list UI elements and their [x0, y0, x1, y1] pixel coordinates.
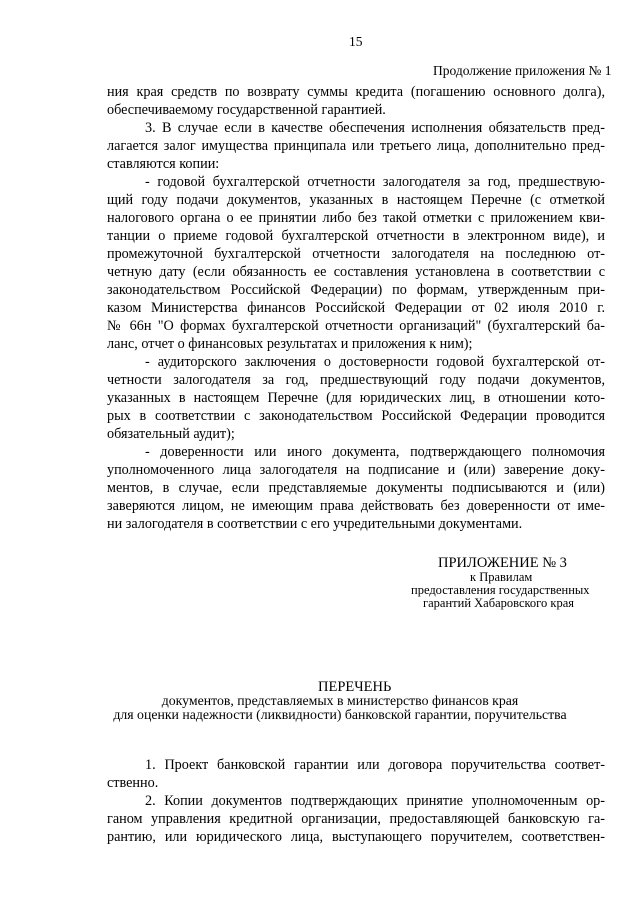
body-line: промежуточной бухгалтерской отчетности залогодателя на последнюю от-	[107, 246, 605, 262]
body-line: - доверенности или иного документа, подтверждающего полномочия	[145, 444, 605, 460]
list-item-line: рантию, или юридического лица, выступающего поручителем, соответствен-	[107, 829, 605, 845]
appendix-title: ПРИЛОЖЕНИЕ № 3	[438, 555, 567, 571]
body-line: обеспечиваемому государственной гарантией.	[107, 102, 386, 118]
list-item-line: ганом управления кредитной организации, предоставляющей банковскую га-	[107, 811, 605, 827]
body-line: ментов, в случае, если представляемые документы подписываются и (или)	[107, 480, 605, 496]
body-line: налогового органа о ее принятии либо без такой отметки с приложением кви-	[107, 210, 605, 226]
body-line: - годовой бухгалтерской отчетности залогодателя за год, предшествую-	[145, 174, 605, 190]
body-line: ни залогодателя в соответствии с его учредительными документами.	[107, 516, 523, 532]
page-number: 15	[349, 34, 363, 49]
list-subtitle: для оценки надежности (ликвидности) банковской гарантии, поручительства	[113, 707, 567, 722]
body-line: танции о приеме годовой бухгалтерской отчетности в электронном виде), и	[107, 228, 605, 244]
body-line: заверяются лицом, не имеющим права действовать без доверенности от име-	[107, 498, 605, 514]
body-line: лагается залог имущества принципала или третьего лица, дополнительно пред-	[107, 138, 605, 154]
continuation-note: Продолжение приложения № 1	[433, 63, 612, 78]
list-title: ПЕРЕЧЕНЬ	[318, 679, 392, 695]
body-line: ланс, отчет о финансовых результатах и приложения к ним);	[107, 336, 473, 352]
appendix-subtitle: предоставления государственных	[411, 583, 590, 597]
list-subtitle: документов, представляемых в министерство финансов края	[161, 693, 519, 708]
body-line: казом Министерства финансов Российской Федерации от 02 июля 2010 г.	[107, 300, 605, 316]
body-line: четности залогодателя за год, предшествующий году подачи документов,	[107, 372, 605, 388]
body-line: ния края средств по возврату суммы кредита (погашению основного долга),	[107, 84, 605, 100]
body-line: щий году подачи документов, указанных в настоящем Перечне (с отметкой	[107, 192, 605, 208]
body-line: № 66н "О формах бухгалтерской отчетности организаций" (бухгалтерский ба-	[107, 318, 605, 334]
body-line: обязательный аудит);	[107, 426, 235, 442]
list-item-line: 2. Копии документов подтверждающих принятие уполномоченным ор-	[145, 793, 605, 809]
body-line: уполномоченного лица залогодателя на подписание и (или) заверение доку-	[107, 462, 605, 478]
body-line: четную дату (если обязанность ее составления установлена в соответствии с	[107, 264, 605, 280]
body-line: - аудиторского заключения о достоверности годовой бухгалтерской от-	[145, 354, 605, 370]
list-item-line: 1. Проект банковской гарантии или договора поручительства соответ-	[145, 757, 605, 773]
appendix-subtitle: гарантий Хабаровского края	[423, 596, 574, 610]
body-line: указанных в настоящем Перечне (для юридических лиц, в отношении кото-	[107, 390, 605, 406]
appendix-subtitle: к Правилам	[470, 570, 533, 584]
body-line: 3. В случае если в качестве обеспечения исполнения обязательств пред-	[145, 120, 605, 136]
body-line: ставляются копии:	[107, 156, 220, 172]
list-item-line: ственно.	[107, 775, 159, 791]
body-line: рых в соответствии с законодательством Российской Федерации проводится	[107, 408, 605, 424]
body-line: законодательством Российской Федерации) по формам, утвержденным при-	[107, 282, 605, 298]
